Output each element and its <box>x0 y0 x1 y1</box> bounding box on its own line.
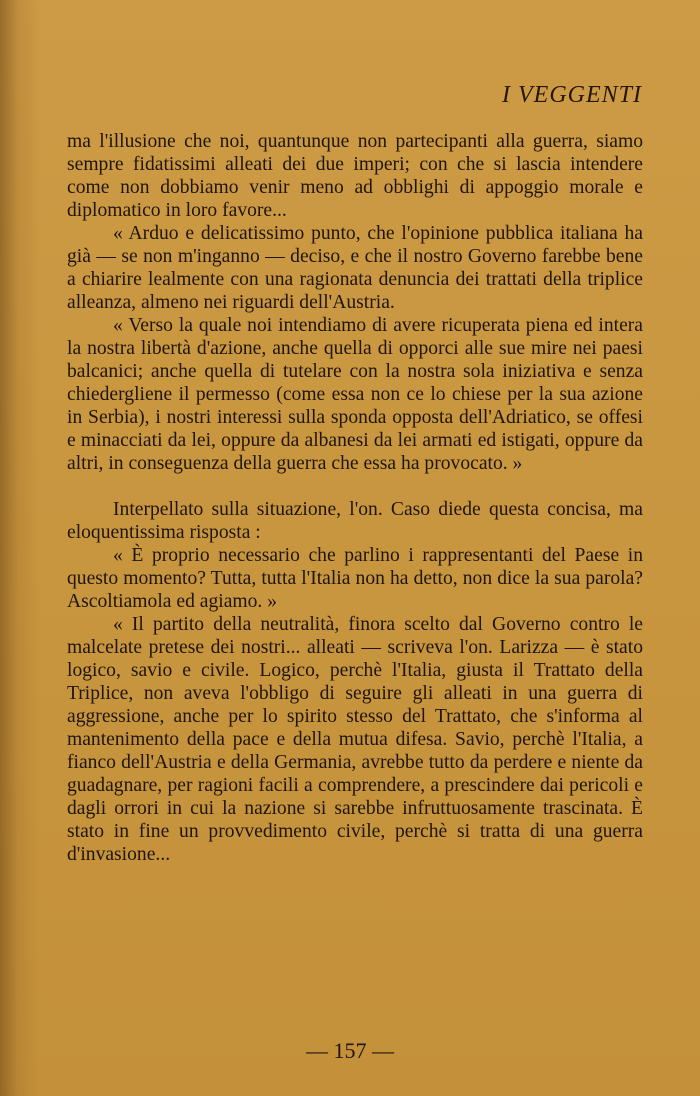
paragraph: « Verso la quale noi intendiamo di avere ricuperata piena ed intera la nostra libertà d'azione, anche quella di opporci alle sue mire nei paesi balcanici; anche quella di tutelare con la nostra sola iniziativa e senza chiedergliene il permesso (come essa non ce lo chiese per la sua azione in Serbia), i nostri interessi sulla sponda opposta dell'Adriatico, se offesi e minacciati da lei, oppure da albanesi da lei armati ed istigati, oppure da altri, in conseguenza della guerra che essa ha provocato. » <box>67 315 643 474</box>
paragraph: « Arduo e delicatissimo punto, che l'opinione pubblica italiana ha già — se non m'inganno — deciso, e che il nostro Governo farebbe bene a chiarire lealmente con una ragionata denuncia dei trattati della triplice alleanza, almeno nei riguardi dell'Austria. <box>67 223 643 313</box>
paragraph: « È proprio necessario che parlino i rappresentanti del Paese in questo momento? Tutta, tutta l'Italia non ha detto, non dice la sua parola? Ascoltiamola ed agiamo. » <box>67 545 643 612</box>
running-header: I VEGGENTI <box>502 82 642 108</box>
body-text <box>67 130 643 866</box>
paragraph: « Il partito della neutralità, finora scelto dal Governo contro le malcelate pretese dei nostri... alleati — scriveva l'on. Larizza — è stato logico, savio e civile. Logico, perchè l'Italia, giusta il Trattato della Triplice, non aveva l'obbligo di seguire gli alleati in una guerra di aggressione, anche per lo spirito stesso del Trattato, che s'informa al mantenimento della pace e della mutua difesa. Savio, perchè l'Italia, a fianco dell'Austria e della Germania, avrebbe tutto da perdere e niente da guadagnare, per ragioni facili a comprendere, a prescindere dai pericoli e dagli orrori in cui la nazione si sarebbe infruttuosamente trascinata. È stato in fine un provvedimento civile, perchè si tratta di una guerra d'invasione... <box>67 614 643 865</box>
page-number: — 157 — <box>306 1038 394 1063</box>
paragraph: Interpellato sulla situazione, l'on. Caso diede questa concisa, ma eloquentissima risposta : <box>67 499 643 543</box>
paragraph: ma l'illusione che noi, quantunque non partecipanti alla guerra, siamo sempre fidatissimi alleati dei due imperi; con che si lascia intendere come non dobbiamo venir meno ad obblighi di appoggio morale e diplomatico in loro favore... <box>67 131 643 221</box>
